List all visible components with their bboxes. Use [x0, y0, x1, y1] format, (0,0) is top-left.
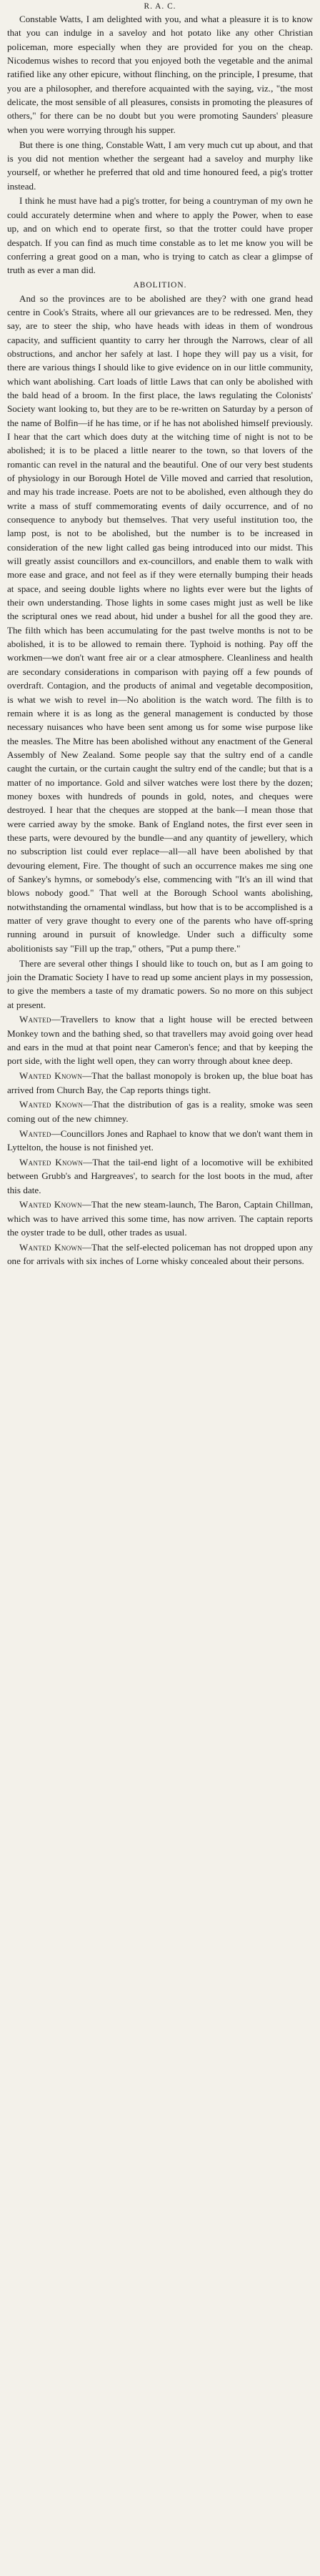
wanted-notice — [7, 1240, 313, 1268]
author-signature: R. A. C. — [144, 2, 176, 11]
wanted-notice — [7, 1097, 313, 1125]
wanted-text: —That the tail-end light of a locomotive will be exhibited between Grubb's and Hargreaves', to search for the lost boots in the mud, after this date. — [7, 1156, 313, 1195]
wanted-label: Wanted Known — [19, 1241, 83, 1253]
article-paragraph: Constable Watts, I am delighted with you, and what a pleasure it is to know that you can indulge in a saveloy and hot potato like any other Christian policeman, more especially when they are provided for you on the cheap. Nicodemus wishes to record that you enjoyed both the vegetable and the animal ratified like any other epicure, without flinching, on the principle, I presume, that you are a philosopher, and therefore acquainted with the saying, viz., "the most delicate, the most sensible of all pleasures, consists in promoting the pleasures of others," for there can be no doubt but you were promoting Saunders' pleasure when you were worrying through his supper. — [7, 14, 313, 135]
wanted-label: Wanted Known — [19, 1099, 84, 1110]
wanted-text: —That the new steam-launch, The Baron, Captain Chillman, which was to have arrived this some time, has now arriven. The captain reports the oyster trade to be dull, other trades as usual. — [7, 1199, 314, 1238]
abolition-paragraph: There are several other things I should like to touch on, but as I am going to join the Dramatic Society I have to read up some ancient plays in my possession, to give the members a taste of my dramatic powers. So no more on this subject at present. — [7, 957, 313, 1010]
article-paragraph: I think he must have had a pig's trotter, for being a countryman of my own he could accurately determine when and where to apply the Power, when to ease up, and on which end to operate first, so that the trotter could have proper despatch. If you can find as much time constable as to let me know you will be conferring a great good on a man, who is trying to catch as clear a glimpse of truth as ever a man did. — [7, 195, 313, 276]
wanted-label: Wanted — [19, 1127, 51, 1139]
wanted-text: —That the distribution of gas is a reality, smoke was seen coming out of the new chimney. — [7, 1099, 313, 1124]
wanted-label: Wanted — [19, 1014, 51, 1025]
wanted-notice — [7, 1155, 313, 1197]
wanted-notice — [7, 1012, 313, 1067]
wanted-label: Wanted Known — [19, 1070, 83, 1082]
wanted-text: —That the ballast monopoly is broken up, the blue boat has arrived from Church Bay, the Cap reports things tight. — [7, 1070, 313, 1095]
wanted-label: Wanted Known — [19, 1199, 82, 1210]
newspaper-column — [0, 0, 320, 1268]
section-heading-abolition: ABOLITION. — [133, 280, 187, 290]
abolition-paragraph: And so the provinces are to be abolished are they? with one grand head centre in Cook's Straits, where all our grievances are to be redressed. Men, they say, are to steer the ship, who have heads with ideas in them of wondrous capacity, and sufficient quantity to carry her through the Narrows, clear of all obstructions, and anchor her safely at last. I hope they will pay us a visit, for there are various things I should like to give evidence on in our little community, which want abolishing. Cart loads of little Laws that can only be abolished with the bald head of a broom. In the first place, the laws regulating the Colonists' Society want looking to, but they are to be re-written on Saturday by a person of the name of Bolfin—if he has time, or if he has not abolished himself previously. I hear that the cart which does duty at the witching time of night is not to be abolished; it is to be placed a little nearer to the town, so that lovers of the romantic can revel in the natural and the beautiful. One of our very best students of physiology in our Borough Hotel de Ville moved and carried that resolution, and may his trade increase. Poets are not to be abolished, even although they do write a mass of stuff commemorating events of daily occurrence, and of no consequence to anybody but themselves. That very useful institution too, the lamp post, is not to be abolished, but the number is to be increased in consideration of the new light called gas being introduced into our midst. This will greatly assist councillors and ex-councillors, and enable them to walk with more ease and grace, and not feel as if they were eternally bumping their heads at space, and seeing double lights where no lights ever were but the lights of their own understanding. Those lights in some cases might just as well be like the scriptural ones we read about, hid under a bushel for all the good they are. The filth which has been accumulating for the past twelve months is not to be abolished, it is to be allowed to remain there. Typhoid is nothing. Pay off the workmen—we don't want free air or a clear atmosphere. Cleanliness and health are secondary considerations in comparison with paying off a few pounds of overdraft. Contagion, and the products of animal and vegetable decomposition, is what we wish to revel in—No abolition is the watch word. The filth is to remain where it is as long as the general management is conducted by those necessary nuisances who have been sent among us for some wise purpose like the measles. The Mitre has been abolished without any enactment of the General Assembly of New Zealand. Some people say that the sultry end of a candle caught the curtain, or the curtain caught the sultry end of the candle; but that is a matter of no importance. Gold and silver watches were lost there by the dozen; money boxes with hundreds of pounds in gold, notes, and cheques were destroyed. I hear that the cheques are stopped at the bank—I mean those that were carried away by the smoke. Bank of England notes, the first ever seen in these parts, were devoured by the bundle—and any quantity of jewellery, which no subscription list could ever replace—all—all have been abolished by that devouring element, Fire. The thought of such an occurrence makes me sing one of Sankey's hymns, or somebody's else, commencing with "It's an ill wind that blows nobody good." That well at the Borough School wants abolishing, notwithstanding the ornamental windlass, but how that is to be accomplished is a matter of very grave thought to every one of the parents who have off-spring running around in pursuit of knowledge. Under such a difficulty some abolitionists say "Fill up the trap," others, "Put a pump there." — [7, 292, 313, 954]
wanted-notice — [7, 1069, 313, 1097]
wanted-text: —Councillors Jones and Raphael to know that we don't want them in Lyttelton, the house is not finished yet. — [7, 1127, 313, 1153]
wanted-text: —Travellers to know that a light house will be erected between Monkey town and the bathing shed, so that travellers may avoid going over head and ears in the mud at that point near Cameron's fence; and that by keeping the port side, with the light well open, they can worry through about knee deep. — [7, 1014, 313, 1067]
wanted-notice — [7, 1198, 313, 1239]
wanted-notice — [7, 1127, 313, 1155]
wanted-text: —That the self-elected policeman has not dropped upon any one for arrivals with six inches of Lorne whisky concealed about their persons. — [7, 1241, 314, 1267]
article-paragraph: But there is one thing, Constable Watt, I am very much cut up about, and that is you did not mention whether the sergeant had a saveloy and murphy like yourself, or whether he preferred that old and time honoured feed, a pig's trotter instead. — [7, 139, 313, 192]
wanted-label: Wanted Known — [19, 1156, 84, 1168]
